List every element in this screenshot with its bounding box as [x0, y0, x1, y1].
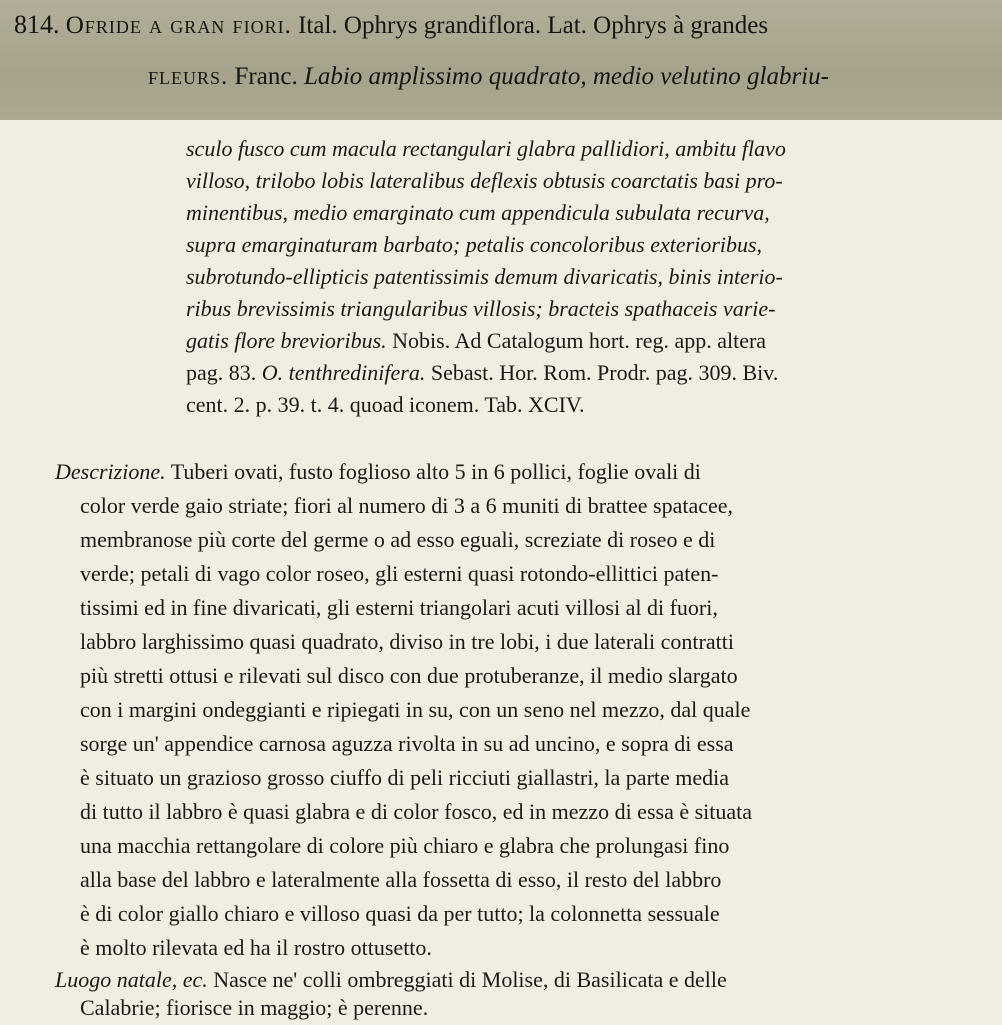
habitat-text: Nasce ne' colli ombreggiati di Molise, di Basilicata e delle — [213, 967, 727, 992]
description-line: labbro larghissimo quasi quadrato, diviso in tre lobi, i due laterali contratti — [80, 629, 734, 654]
description-line: una macchia rettangolare di colore più chiaro e glabra che prolungasi fino — [80, 833, 730, 858]
diagnosis-end: gatis flore brevioribus. — [186, 328, 387, 353]
diagnosis-line: villoso, trilobo lobis lateralibus deflexis obtusis coarctatis basi pro- — [186, 168, 783, 193]
diagnosis-line: minentibus, medio emarginato cum appendicula subulata recurva, — [186, 200, 770, 225]
diagnosis-line: ribus brevissimis triangularibus villosis; bracteis spathaceis varie- — [186, 296, 776, 321]
french-name: Ophrys à grandes — [593, 12, 769, 39]
description-line: sorge un' appendice carnosa aguzza rivolta in su ad uncino, e sopra di essa — [80, 731, 734, 756]
description-line: membranose più corte del germe o ad esso eguali, screziate di roseo e di — [80, 527, 716, 552]
description-line: alla base del labbro e lateralmente alla fossetta di esso, il resto del labbro — [80, 867, 722, 892]
lat-label: Lat. — [547, 12, 587, 39]
habitat-label: Luogo natale, ec. — [55, 967, 208, 992]
description-line: verde; petali di vago color roseo, gli esterni quasi rotondo-ellittici paten- — [80, 561, 719, 586]
diagnosis-line-8 — [186, 356, 778, 390]
italian-name: Ofride a gran fiori. — [65, 12, 292, 39]
habitat-line: Calabrie; fiorisce in maggio; è perenne. — [80, 995, 429, 1020]
diagnosis-line: supra emarginaturam barbato; petalis concoloribus exterioribus, — [186, 232, 763, 257]
description-line: con i margini ondeggianti e ripiegati in su, con un seno nel mezzo, dal quale — [80, 697, 751, 722]
ital-label: Ital. — [298, 12, 338, 39]
entry-number: 814. — [14, 10, 60, 39]
synonym: O. tenthredinifera. — [261, 360, 426, 385]
header-line-1 — [14, 10, 768, 41]
header-line-2 — [148, 62, 829, 92]
description-line: color verde gaio striate; fiori al numero di 3 a 6 muniti di brattee spatacee, — [80, 493, 734, 518]
description-line: è molto rilevata ed ha il rostro ottusetto. — [80, 935, 432, 960]
french-name-cont: fleurs. — [148, 63, 229, 90]
reference-page: pag. 83. — [186, 360, 257, 385]
diagnosis-line-7 — [186, 324, 766, 358]
franc-label: Franc. — [234, 63, 298, 90]
diagnosis-line: subrotundo-ellipticis patentissimis demum divaricatis, binis interio- — [186, 264, 783, 289]
description-label: Descrizione. — [55, 459, 166, 484]
diagnosis-line: sculo fusco cum macula rectangulari glabra pallidiori, ambitu flavo — [186, 136, 786, 161]
description-line: più stretti ottusi e rilevati sul disco con due protuberanze, il medio slargato — [80, 663, 738, 688]
diagnosis-start: Labio amplissimo quadrato, medio velutino glabriu- — [303, 63, 829, 90]
diagnosis-reference: Nobis. Ad Catalogum hort. reg. app. altera — [392, 328, 767, 353]
description-first-line — [55, 455, 701, 489]
description-line: è di color giallo chiaro e villoso quasi da per tutto; la colonnetta sessuale — [80, 901, 720, 926]
description-line: di tutto il labbro è quasi glabra e di color fosco, ed in mezzo di essa è situata — [80, 799, 753, 824]
description-line: è situato un grazioso grosso ciuffo di peli ricciuti giallastri, la parte media — [80, 765, 730, 790]
reference-sebast: Sebast. Hor. Rom. Prodr. pag. 309. Biv. — [430, 360, 779, 385]
description-line: tissimi ed in fine divaricati, gli esterni triangolari acuti villosi al di fuori, — [80, 595, 718, 620]
diagnosis-line-9: cent. 2. p. 39. t. 4. quoad iconem. Tab. XCIV. — [186, 392, 585, 417]
latin-name: Ophrys grandiflora. — [343, 12, 542, 39]
header-band — [0, 0, 1002, 120]
description-text: Tuberi ovati, fusto foglioso alto 5 in 6 pollici, foglie ovali di — [170, 459, 701, 484]
